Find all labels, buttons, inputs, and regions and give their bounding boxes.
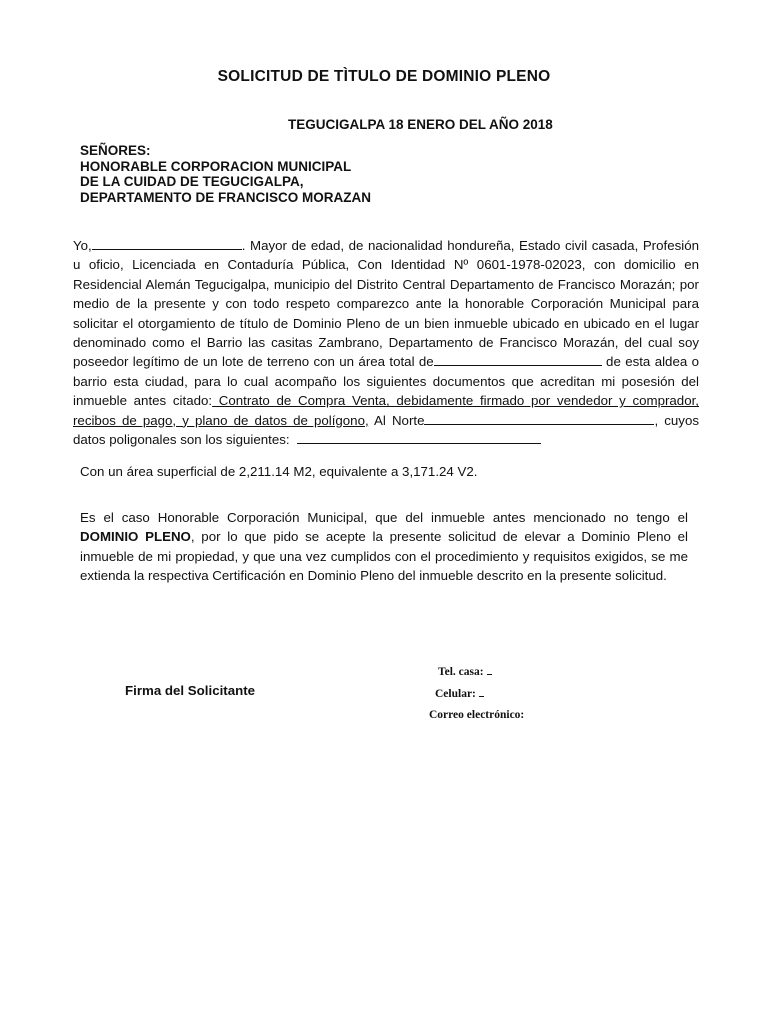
celular-label: Celular: [435,688,476,700]
document-title: SOLICITUD DE TÌTULO DE DOMINIO PLENO [217,68,551,85]
paragraph-text: Es el caso Honorable Corporación Municipal, que del inmueble antes mencionado no tengo el [80,510,688,525]
email-label: Correo electrónico: [429,709,525,721]
yo-text: Yo, [73,238,92,253]
paragraph-text: , por lo que pido se acepte la presente solicitud de elevar a Dominio Pleno el inmueble de mi propiedad, y que una vez cumplidos con el procedimiento y requisitos exigidos, se me extienda la respectiva Certificación en Dominio Pleno del inmueble descrito en la presente solicitud. [80,529,688,584]
request-paragraph [73,236,699,449]
addressee-block [80,143,371,205]
signature-label: Firma del Solicitante [125,683,256,698]
area-blank [434,353,602,366]
closing-paragraph [80,508,688,586]
email-field [429,709,524,721]
addressee-line: SEÑORES: [80,143,151,158]
paragraph-text: , cuyos datos poligonales son los siguientes: [73,412,699,448]
celular-blank [479,686,484,697]
addressee-line: HONORABLE CORPORACION MUNICIPAL [80,158,352,174]
dominio-pleno-bold: DOMINIO PLENO [80,529,191,545]
north-blank [424,412,654,425]
paragraph-text: Al Norte [368,412,425,428]
documents-text: Contrato de Compra Venta, debidamente firmado por vendedor y comprador, recibos de pago, y plano de datos de polígono, [73,393,699,428]
date-line: TEGUCIGALPA 18 ENERO DEL AÑO 2018 [288,117,553,132]
tel-casa-field [438,664,492,678]
celular-field [435,686,484,700]
addressee-line: DE LA CUIDAD DE TEGUCIGALPA, [80,174,304,189]
tel-casa-label: Tel. casa: [438,666,484,678]
addressee-line: DEPARTAMENTO DE FRANCISCO MORAZAN [80,189,371,205]
paragraph-text: de esta aldea o barrio esta ciudad, para lo cual acompaño los siguientes documentos que acreditan mi posesión del inmueble antes citado: [73,354,699,409]
paragraph-text: . Mayor de edad, de nacionalidad hondureña, Estado civil casada, Profesión u oficio, Licenciada en Contaduría Pública, Con Identidad Nº 0601-1978-02023, con domicilio en Residencial Alemán Tegucigalpa, municipio del Distrito Central Departamento de Francisco Morazán; por medio de la presente y con todo respeto comparezco ante la honorable Corporación Municipal para solicitar el otorgamiento de título de Dominio Pleno de un bien inmueble ubicado en ubicado en el lugar denominado como el Barrio las casitas Zambrano, Departamento de Francisco Morazán, del cual soy poseedor legítimo de un lote de terreno con un área total de [73,238,699,370]
area-line: Con un área superficial de 2,211.14 M2, equivalente a 3,171.24 V2. [80,464,478,479]
polygon-data-blank [297,431,541,444]
name-blank [92,237,242,250]
tel-casa-blank [487,664,492,675]
